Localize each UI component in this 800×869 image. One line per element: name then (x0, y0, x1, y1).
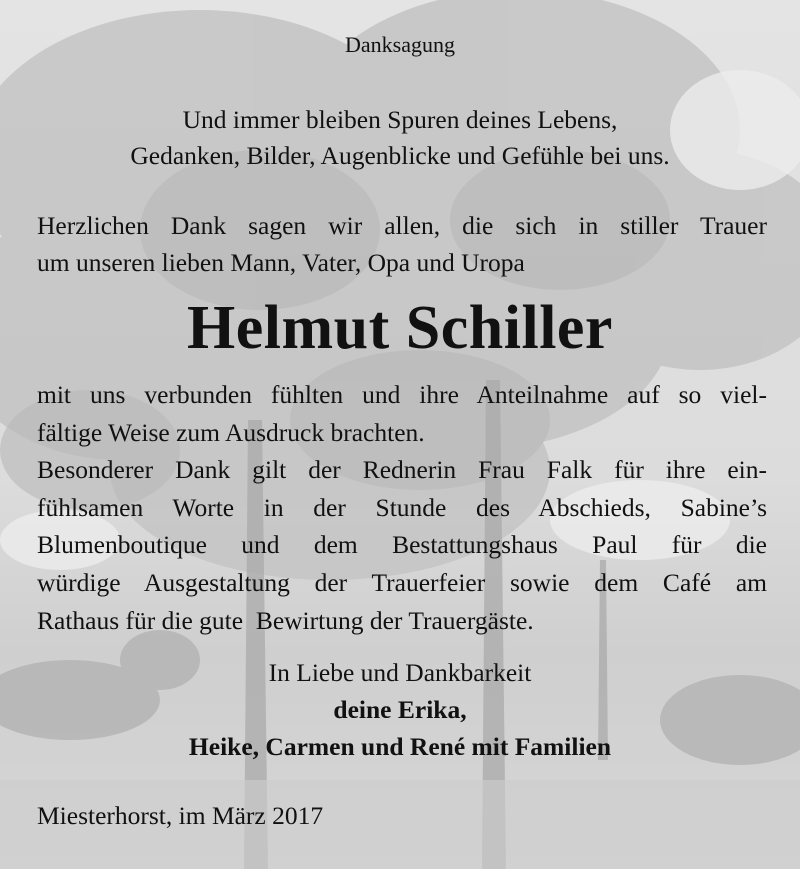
place-date: Miesterhorst, im März 2017 (37, 801, 324, 830)
signoff-family: Heike, Carmen und René mit Familien (188, 732, 612, 761)
memorial-verse (0, 102, 800, 174)
body-line: Blumenboutique und dem Bestattungshaus Paul für die (37, 530, 767, 560)
signoff (0, 654, 800, 765)
thanks-body (37, 376, 767, 639)
body-line: mit uns verbunden fühlten und ihre Anteilnahme auf so viel- (37, 380, 767, 409)
thanks-intro (37, 207, 767, 281)
body-line: Besonderer Dank gilt der Rednerin Frau Falk für ihre ein- (37, 455, 767, 485)
body-line: fältige Weise zum Ausdruck brachten. (37, 417, 425, 447)
body-line: fühlsamen Worte in der Stunde des Abschieds, Sabine’s (37, 492, 767, 522)
deceased-name: Helmut Schiller (187, 294, 613, 362)
body-line: würdige Ausgestaltung der Trauerfeier sowie dem Café am (37, 567, 767, 597)
intro-line: Herzlichen Dank sagen wir allen, die sich in stiller Trauer (37, 211, 767, 240)
body-line: Rathaus für die gute Bewirtung der Trauergäste. (37, 605, 534, 635)
signoff-line: In Liebe und Dankbarkeit (268, 658, 532, 687)
notice-heading: Danksagung (345, 32, 455, 57)
verse-line: Gedanken, Bilder, Augenblicke und Gefühle bei uns. (130, 141, 670, 170)
signoff-spouse: deine Erika, (333, 695, 467, 724)
intro-line: um unseren lieben Mann, Vater, Opa und Uropa (37, 248, 525, 277)
verse-line: Und immer bleiben Spuren deines Lebens, (182, 105, 618, 134)
